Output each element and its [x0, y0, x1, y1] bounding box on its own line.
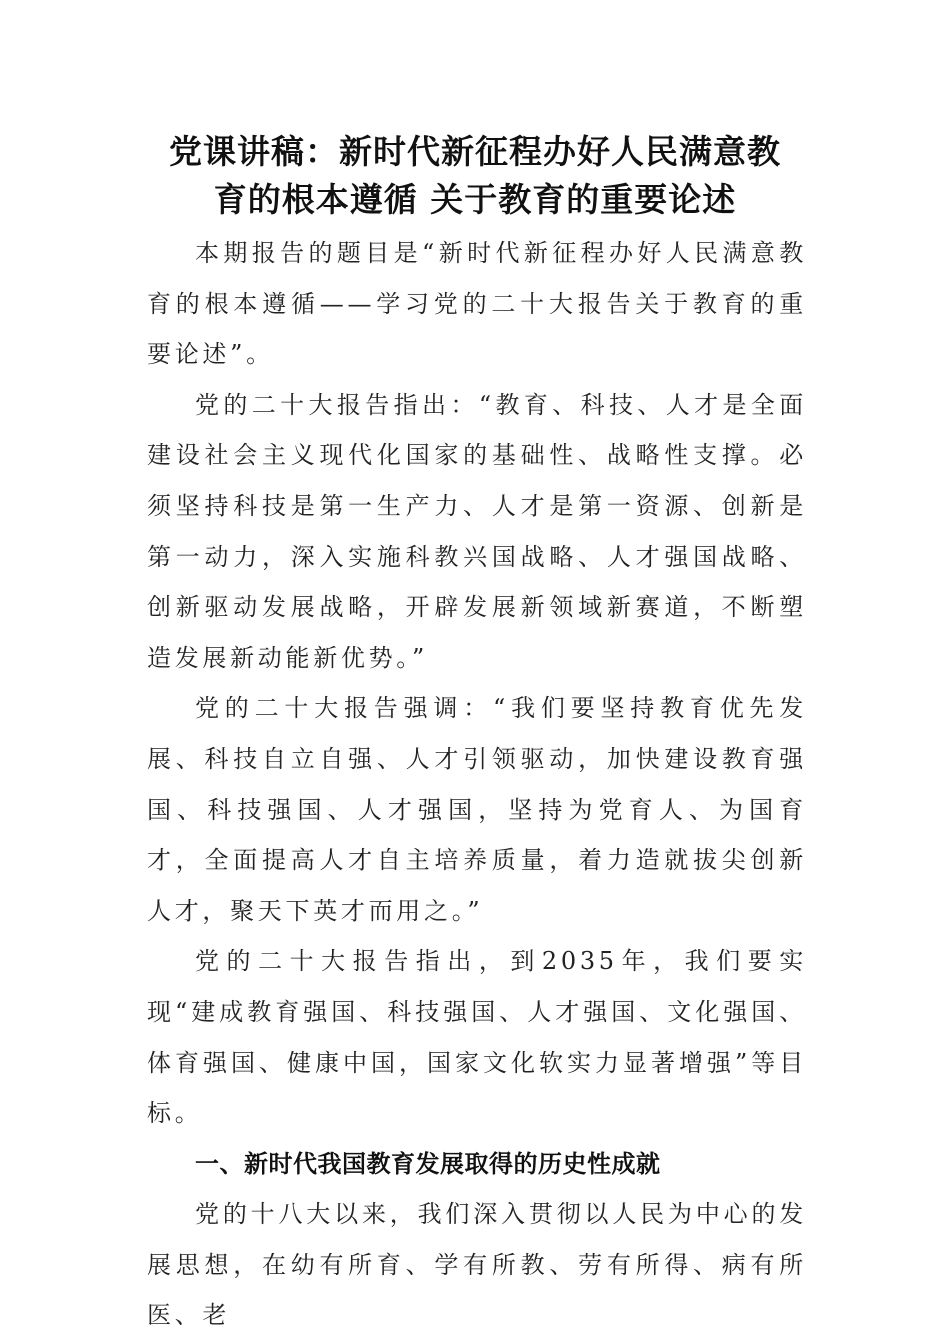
paragraph-since-18th-congress: 党的十八大以来，我们深入贯彻以人民为中心的发展思想，在幼有所育、学有所教、劳有所得、病有所医、老 [147, 1200, 807, 1330]
paragraph-report-points-out: 党的二十大报告指出：“教育、科技、人才是全面建设社会主义现代化国家的基础性、战略性支撑。必须坚持科技是第一生产力、人才是第一资源、创新是第一动力，深入实施科教兴国战略、人才强国战略、创新驱动发展战略，开辟发展新领域新赛道，不断塑造发展新动能新优势。” [147, 390, 807, 672]
document-title [120, 128, 830, 224]
section-heading-achievements: 一、新时代我国教育发展取得的历史性成就 [195, 1149, 661, 1178]
paragraph-report-topic: 本期报告的题目是“新时代新征程办好人民满意教育的根本遵循——学习党的二十大报告关于教育的重要论述”。 [147, 239, 807, 369]
paragraph-2035-goals: 党的二十大报告指出，到2035年，我们要实现“建成教育强国、科技强国、人才强国、文化强国、体育强国、健康中国，国家文化软实力显著增强”等目标。 [147, 947, 807, 1128]
document-body [147, 228, 807, 1341]
document-title-line-2: 育的根本遵循 关于教育的重要论述 [213, 180, 737, 219]
paragraph-report-emphasizes: 党的二十大报告强调：“我们要坚持教育优先发展、科技自立自强、人才引领驱动，加快建设教育强国、科技强国、人才强国，坚持为党育人、为国育才，全面提高人才自主培养质量，着力造就拔尖创新人才，聚天下英才而用之。” [147, 694, 807, 925]
document-title-line-1: 党课讲稿：新时代新征程办好人民满意教 [169, 132, 781, 171]
